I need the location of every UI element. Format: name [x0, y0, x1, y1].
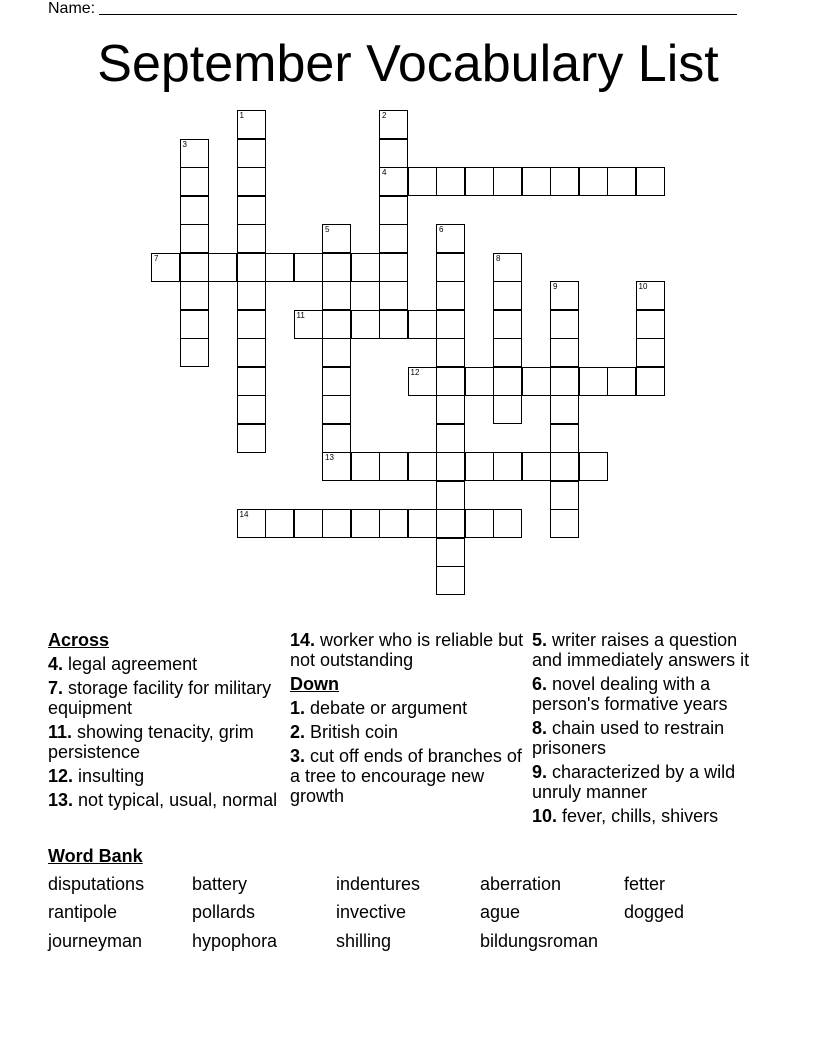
across-heading: Across: [48, 630, 110, 650]
crossword-cell[interactable]: [408, 310, 437, 339]
crossword-cell[interactable]: [436, 566, 465, 595]
clue-number: 2: [382, 111, 387, 120]
word-bank-word: bildungsroman: [480, 931, 599, 951]
crossword-cell[interactable]: [522, 167, 551, 196]
crossword-cell[interactable]: [408, 452, 437, 481]
clue-number-label: 7.: [48, 678, 64, 698]
clue-text: cut off ends of branches of a tree to encourage new growth: [290, 746, 522, 806]
crossword-cell[interactable]: [294, 310, 323, 339]
crossword-cell[interactable]: [550, 509, 579, 538]
word-bank-word: hypophora: [192, 931, 278, 951]
clue-number-label: 8.: [532, 718, 548, 738]
crossword-cell[interactable]: [636, 310, 665, 339]
clue-text: insulting: [78, 766, 145, 786]
crossword-cell[interactable]: [322, 509, 351, 538]
crossword-cell[interactable]: [180, 310, 209, 339]
clue-number: 12: [410, 367, 420, 377]
crossword-cell[interactable]: [436, 509, 465, 538]
down-heading: Down: [290, 674, 339, 694]
word-bank-word: journeyman: [48, 931, 143, 951]
crossword-cell[interactable]: [208, 253, 237, 282]
crossword-cell[interactable]: [180, 196, 209, 225]
crossword-cell[interactable]: [379, 110, 408, 139]
crossword-cell[interactable]: [180, 338, 209, 367]
crossword-cell[interactable]: [237, 139, 266, 168]
clue-item: [532, 630, 772, 670]
clue-number: 4: [382, 168, 387, 177]
crossword-cell[interactable]: [237, 281, 266, 310]
crossword-cell[interactable]: [379, 281, 408, 310]
crossword-cell[interactable]: [408, 367, 437, 396]
clue-number: 10: [638, 282, 648, 291]
crossword-cell[interactable]: [237, 310, 266, 339]
word-bank-word: dogged: [624, 902, 685, 922]
clue-item: [290, 630, 530, 670]
crossword-cell[interactable]: [436, 224, 465, 253]
crossword-cell[interactable]: [436, 338, 465, 367]
clue-item: [532, 762, 772, 802]
crossword-cell[interactable]: [607, 367, 636, 396]
word-bank-word: indentures: [336, 874, 421, 894]
word-bank-word: pollards: [192, 902, 256, 922]
clue-text: characterized by a wild unruly manner: [532, 762, 736, 802]
crossword-cell[interactable]: [579, 452, 608, 481]
crossword-cell[interactable]: [265, 509, 294, 538]
crossword-cell[interactable]: [550, 481, 579, 510]
crossword-cell[interactable]: [465, 367, 494, 396]
crossword-cell[interactable]: [237, 167, 266, 196]
crossword-cell[interactable]: [550, 424, 579, 453]
word-bank-heading: Word Bank: [48, 846, 143, 866]
clue-number: 3: [182, 139, 187, 149]
crossword-cell[interactable]: [180, 253, 209, 282]
word-bank-word: disputations: [48, 874, 145, 894]
word-bank-word: rantipole: [48, 902, 118, 922]
clue-text: worker who is reliable but not outstanding: [290, 630, 524, 670]
crossword-cell[interactable]: [180, 281, 209, 310]
word-bank-word: shilling: [336, 931, 392, 951]
crossword-cell[interactable]: [550, 167, 579, 196]
crossword-cell[interactable]: [322, 424, 351, 453]
clue-number-label: 2.: [290, 722, 306, 742]
crossword-cell[interactable]: [436, 167, 465, 196]
crossword-cell[interactable]: [237, 509, 266, 538]
crossword-cell[interactable]: [322, 395, 351, 424]
crossword-cell[interactable]: [436, 481, 465, 510]
page-title: September Vocabulary List: [97, 35, 719, 93]
clue-item: [532, 718, 772, 758]
crossword-cell[interactable]: [550, 367, 579, 396]
clue-text: novel dealing with a person's formative years: [532, 674, 728, 714]
clue-number-label: 3.: [290, 746, 306, 766]
crossword-cell[interactable]: [408, 509, 437, 538]
clue-number-label: 14.: [290, 630, 316, 650]
crossword-cell[interactable]: [493, 395, 522, 424]
crossword-cell[interactable]: [351, 253, 380, 282]
crossword-cell[interactable]: [436, 424, 465, 453]
clue-number: 7: [154, 253, 159, 263]
word-bank-word: fetter: [624, 874, 666, 894]
crossword-cell[interactable]: [436, 452, 465, 481]
clue-number: 1: [239, 111, 244, 120]
clue-number-label: 12.: [48, 766, 74, 786]
clue-item: [48, 766, 288, 786]
clues-column-2: [290, 630, 530, 810]
crossword-cell[interactable]: [436, 310, 465, 339]
crossword-cell[interactable]: [379, 139, 408, 168]
crossword-cell[interactable]: [550, 395, 579, 424]
crossword-cell[interactable]: [237, 367, 266, 396]
crossword-cell[interactable]: [237, 253, 266, 282]
crossword-cell[interactable]: [579, 167, 608, 196]
clue-text: debate or argument: [310, 698, 468, 718]
crossword-cell[interactable]: [636, 367, 665, 396]
word-bank-word: aberration: [480, 874, 562, 894]
crossword-cell[interactable]: [436, 538, 465, 567]
crossword-cell[interactable]: [322, 452, 351, 481]
crossword-cell[interactable]: [465, 509, 494, 538]
crossword-cell[interactable]: [180, 139, 209, 168]
clue-item: [48, 654, 288, 674]
crossword-cell[interactable]: [322, 338, 351, 367]
crossword-cell[interactable]: [493, 167, 522, 196]
clue-number-label: 4.: [48, 654, 64, 674]
clues-column-1: [48, 630, 288, 814]
clue-item: [48, 790, 288, 810]
crossword-cell[interactable]: [493, 509, 522, 538]
clue-number: 5: [325, 225, 330, 234]
crossword-cell[interactable]: [493, 452, 522, 481]
crossword-cell[interactable]: [436, 281, 465, 310]
crossword-cell[interactable]: [180, 224, 209, 253]
crossword-cell[interactable]: [550, 310, 579, 339]
crossword-cell[interactable]: [351, 310, 380, 339]
crossword-cell[interactable]: [237, 110, 266, 139]
clue-item: [48, 678, 288, 718]
crossword-cell[interactable]: [322, 310, 351, 339]
crossword-cell[interactable]: [550, 452, 579, 481]
clue-item: [290, 722, 530, 742]
crossword-cell[interactable]: [636, 281, 665, 310]
clue-item: [532, 806, 772, 826]
crossword-cell[interactable]: [180, 167, 209, 196]
word-bank-word: ague: [480, 902, 521, 922]
clue-number-label: 10.: [532, 806, 558, 826]
clue-text: legal agreement: [68, 654, 198, 674]
crossword-cell[interactable]: [351, 509, 380, 538]
crossword-cell[interactable]: [436, 253, 465, 282]
crossword-cell[interactable]: [322, 224, 351, 253]
clue-number: 11: [296, 310, 305, 320]
crossword-cell[interactable]: [465, 452, 494, 481]
clue-number-label: 13.: [48, 790, 74, 810]
crossword-cell[interactable]: [550, 338, 579, 367]
crossword-cell[interactable]: [237, 338, 266, 367]
clue-number: 13: [325, 453, 334, 462]
crossword-cell[interactable]: [493, 338, 522, 367]
crossword-cell[interactable]: [436, 395, 465, 424]
crossword-cell[interactable]: [322, 281, 351, 310]
crossword-cell[interactable]: [151, 253, 180, 282]
clue-number: 8: [496, 253, 501, 263]
clue-number: 14: [239, 510, 249, 519]
crossword-cell[interactable]: [379, 253, 408, 282]
crossword-cell[interactable]: [493, 281, 522, 310]
crossword-cell[interactable]: [379, 452, 408, 481]
crossword-cell[interactable]: [522, 452, 551, 481]
crossword-cell[interactable]: [322, 253, 351, 282]
crossword-cell[interactable]: [379, 509, 408, 538]
crossword-cell[interactable]: [237, 395, 266, 424]
clue-text: British coin: [310, 722, 399, 742]
crossword-cell[interactable]: [351, 452, 380, 481]
clue-text: not typical, usual, normal: [78, 790, 278, 810]
crossword-cell[interactable]: [579, 367, 608, 396]
clue-number-label: 5.: [532, 630, 548, 650]
clue-item: [532, 674, 772, 714]
crossword-cell[interactable]: [522, 367, 551, 396]
crossword-cell[interactable]: [465, 167, 494, 196]
word-bank-word: battery: [192, 874, 248, 894]
crossword-cell[interactable]: [607, 167, 636, 196]
clue-number-label: 6.: [532, 674, 548, 694]
crossword-cell[interactable]: [379, 196, 408, 225]
crossword-cell[interactable]: [294, 509, 323, 538]
crossword-cell[interactable]: [493, 253, 522, 282]
crossword-cell[interactable]: [265, 253, 294, 282]
clue-number: 6: [439, 225, 444, 234]
crossword-cell[interactable]: [379, 310, 408, 339]
clue-item: [290, 698, 530, 718]
clue-text: writer raises a question and immediately answers it: [532, 630, 750, 670]
crossword-cell[interactable]: [237, 224, 266, 253]
clue-text: fever, chills, shivers: [562, 806, 719, 826]
clue-number-label: 1.: [290, 698, 306, 718]
clue-text: chain used to restrain prisoners: [532, 718, 725, 758]
clue-text: showing tenacity, grim persistence: [48, 722, 254, 762]
clue-text: storage facility for military equipment: [48, 678, 272, 718]
crossword-cell[interactable]: [379, 224, 408, 253]
crossword-cell[interactable]: [237, 424, 266, 453]
crossword-cell[interactable]: [408, 167, 437, 196]
clue-number-label: 9.: [532, 762, 548, 782]
crossword-cell[interactable]: [493, 310, 522, 339]
crossword-cell[interactable]: [379, 167, 408, 196]
word-bank-word: invective: [336, 902, 407, 922]
crossword-cell[interactable]: [550, 281, 579, 310]
clue-item: [290, 746, 530, 806]
crossword-cell[interactable]: [636, 338, 665, 367]
clue-item: [48, 722, 288, 762]
crossword-cell[interactable]: [237, 196, 266, 225]
clue-number: 9: [553, 282, 558, 291]
crossword-cell[interactable]: [636, 167, 665, 196]
name-label: Name:: [48, 0, 96, 17]
clues-column-3: [532, 630, 772, 830]
crossword-cell[interactable]: [322, 367, 351, 396]
crossword-cell[interactable]: [436, 367, 465, 396]
clue-number-label: 11.: [48, 722, 73, 742]
crossword-cell[interactable]: [294, 253, 323, 282]
crossword-cell[interactable]: [493, 367, 522, 396]
